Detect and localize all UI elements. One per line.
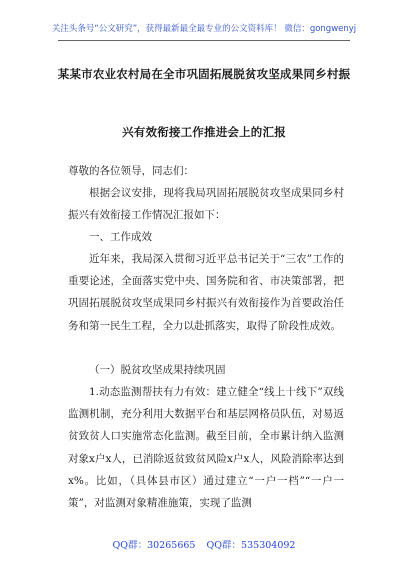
section-heading-1: 一、工作成效 xyxy=(89,231,152,243)
intro-paragraph: 根据会议安排，现将我局巩固拓展脱贫攻坚成果同乡村振兴有效衔接工作情况汇报如下： xyxy=(68,187,344,222)
document-title-line-2: 兴有效衔接工作推进会上的汇报 xyxy=(122,125,286,139)
paragraph-achievements: 近年来，我局深入贯彻习近平总书记关于“三农”工作的重要论述，全面落实党中央、国务院和省、市决策部署，把巩固拓展脱贫攻坚成果同乡村振兴有效衔接作为首要政治任务和第一民生工程，全力以赴抓落实，取得了阶段性成效。 xyxy=(68,253,344,332)
footer-qq-group-1: QQ群：30265665 xyxy=(112,540,196,551)
subsection-heading-1: （一）脱贫攻坚成果持续巩固 xyxy=(89,364,226,376)
header-divider xyxy=(58,40,350,41)
footer-qq-group-2: QQ群：535304092 xyxy=(206,540,296,551)
page-header: 关注头条号“公文研究”，获得最新最全最专业的公文资料库！ 微信：gongwenyj xyxy=(51,24,357,34)
page-footer xyxy=(0,537,408,551)
salutation: 尊敬的各位领导，同志们： xyxy=(68,165,194,177)
paragraph-monitoring: 1.动态监测帮扶有力有效：建立健全“线上十线下”双线监测机制，充分利用大数据平台和基层网格员队伍，对易返贫致贫人口实施常态化监测。截至目前，全市累计纳入监测对象x户x人，已消除返贫致贫风险x户x人，风险消除率达到x%。比如，（具体县市区）通过建立“一户一档”“一户一策”，对监测对象精准施策，实现了监测 xyxy=(68,386,344,510)
document-title-line-1: 某某市农业农村局在全市巩固拓展脱贫攻坚成果同乡村振 xyxy=(57,67,351,81)
